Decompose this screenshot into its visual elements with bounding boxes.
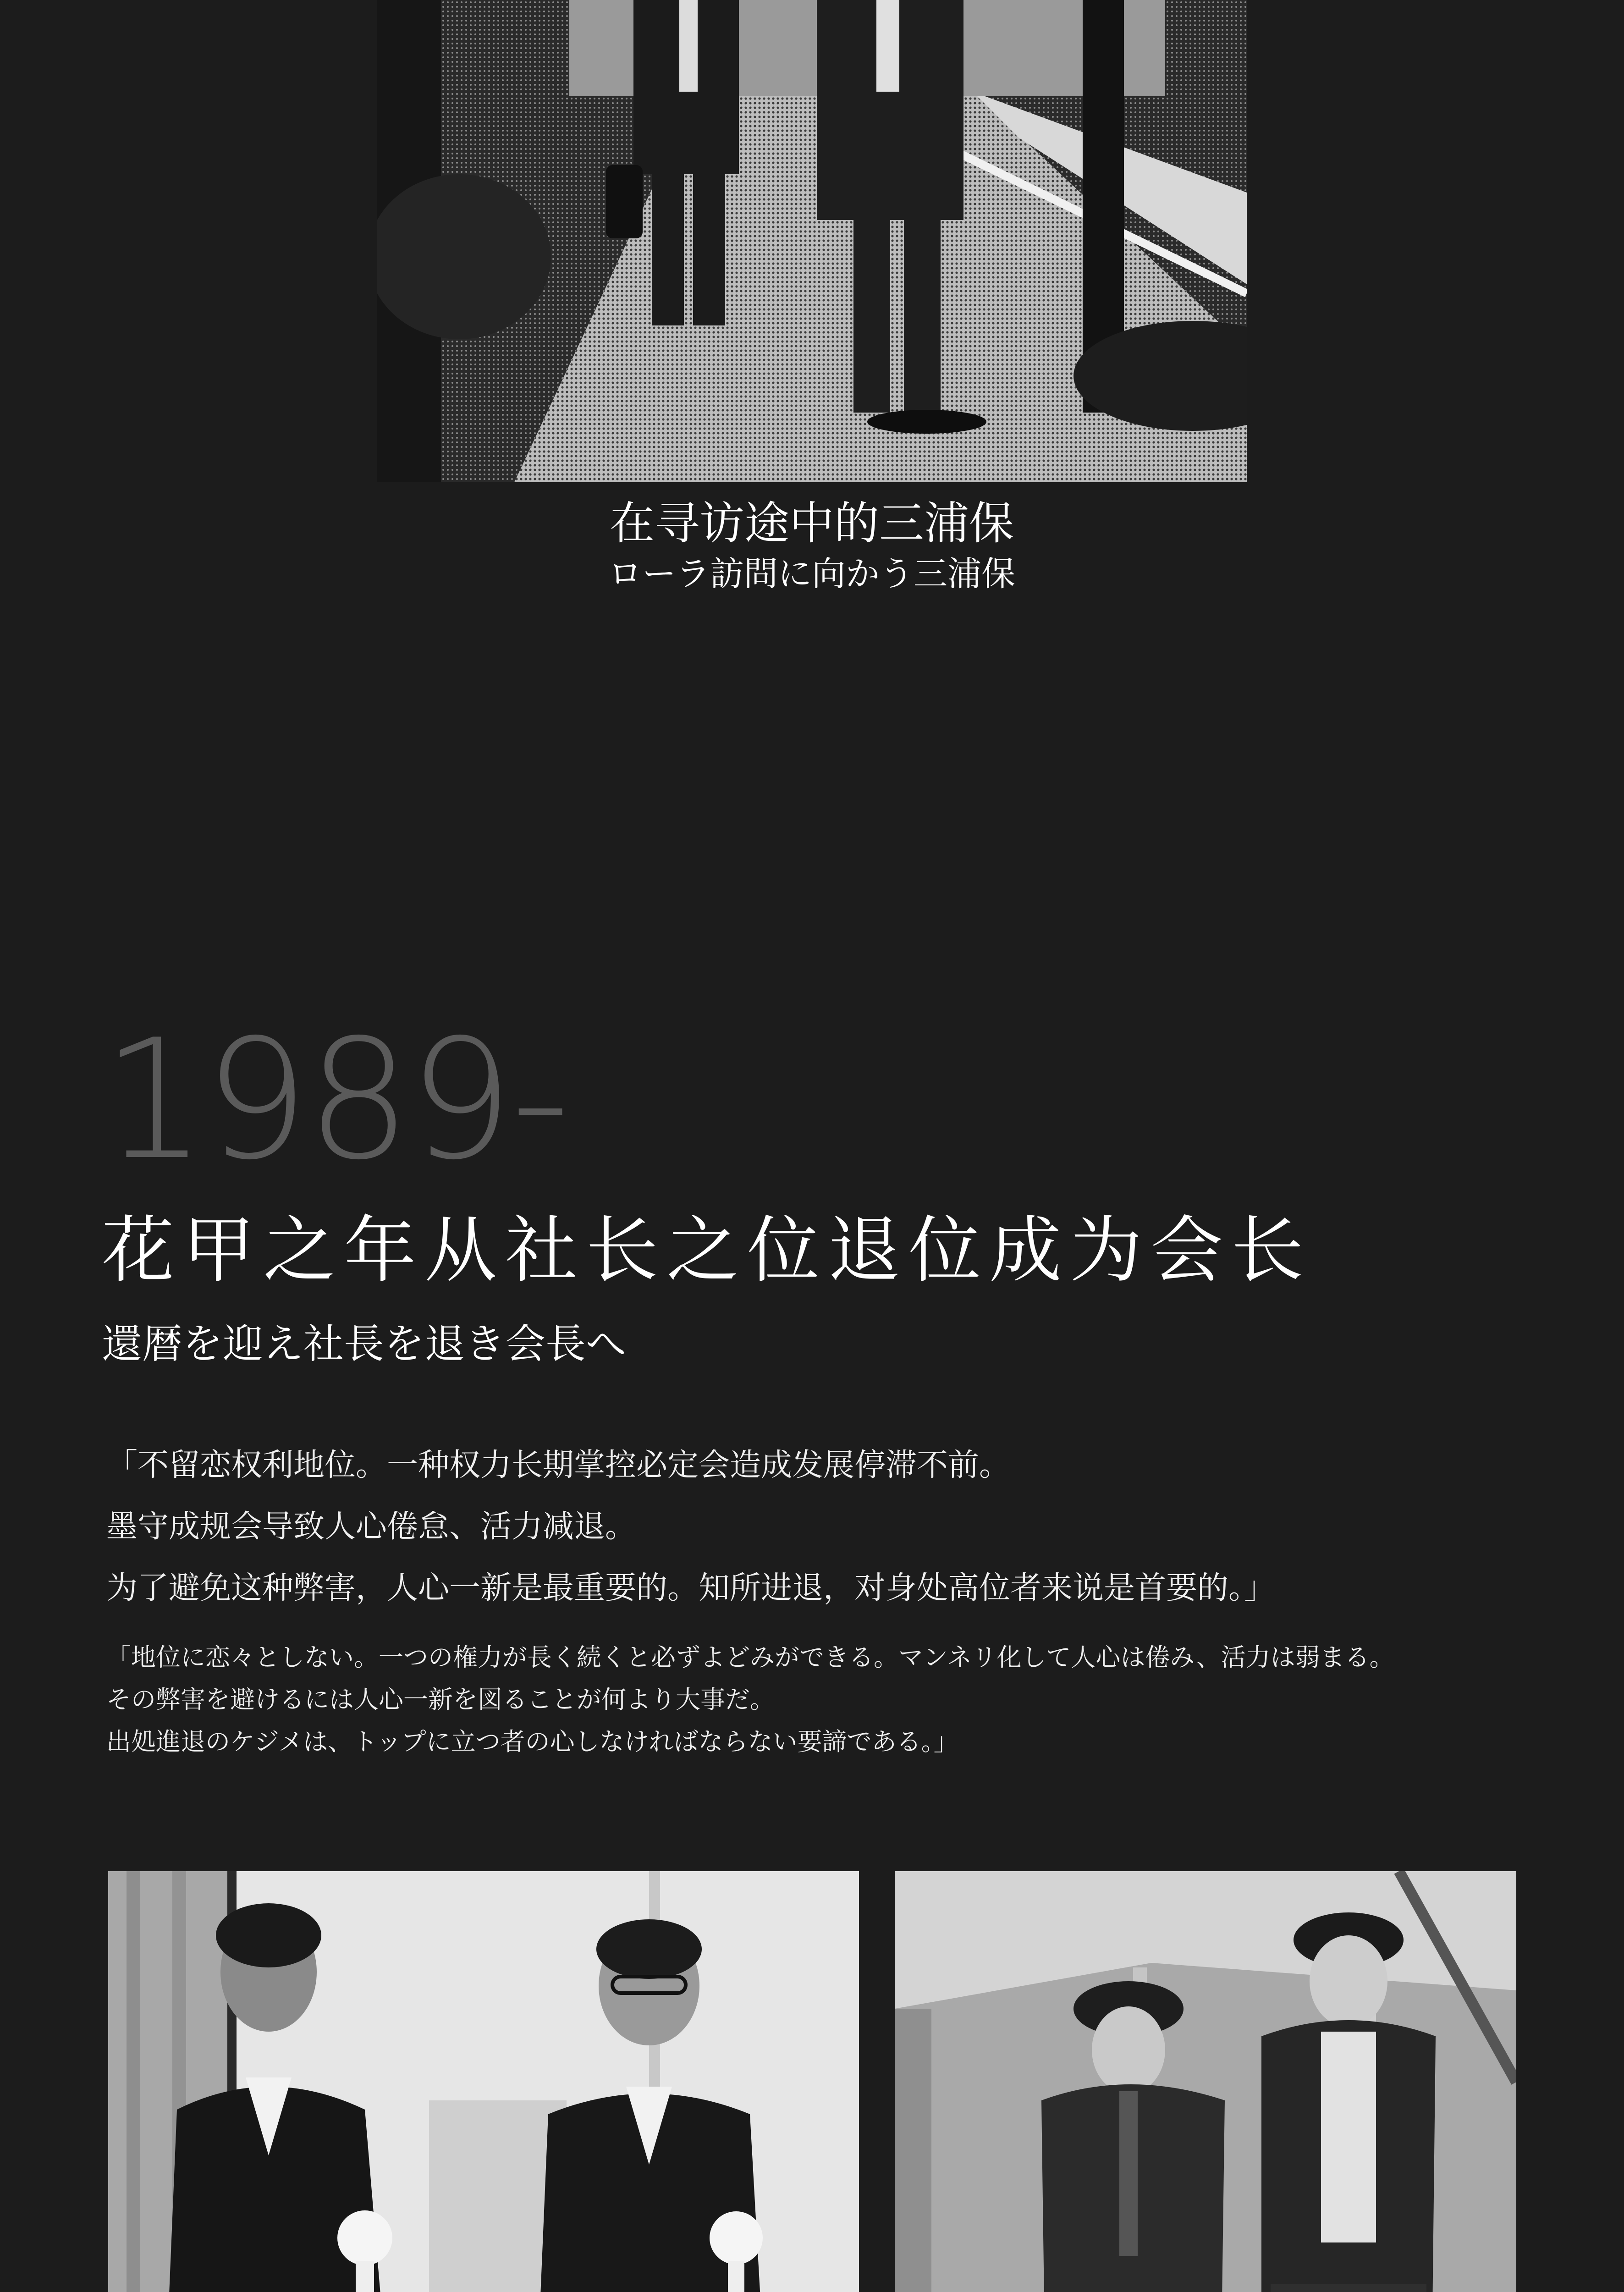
birthday-photo-image bbox=[895, 1871, 1516, 2292]
walking-photo bbox=[377, 0, 1247, 482]
quote-zh-line: 为了避免这种弊害，人心一新是最重要的。知所进退，对身处高位者来说是首要的。」 bbox=[106, 1570, 1276, 1606]
quote-ja-line: 「地位に恋々としない。一つの権力が長く続くと必ずよどみができる。マンネリ化して人心は倦み、活力は弱まる。 bbox=[106, 1643, 1394, 1672]
inauguration-photo bbox=[108, 1871, 859, 2292]
quote-ja bbox=[106, 1636, 1394, 1763]
section-heading-ja: 還暦を迎え社長を退き会長へ bbox=[102, 1320, 627, 1367]
walking-photo-caption-zh: 在寻访途中的三浦保 bbox=[609, 497, 1014, 550]
quote-zh-line: 「不留恋权利地位。一种权力长期掌控必定会造成发展停滞不前。 bbox=[106, 1447, 1011, 1483]
quote-ja-line: その弊害を避けるには人心一新を図ることが何より大事だ。 bbox=[106, 1685, 775, 1714]
walking-photo-caption-ja: ローラ訪問に向かう三浦保 bbox=[608, 554, 1015, 594]
quote-ja-line: 出処進退のケジメは、トップに立つ者の心しなければならない要諦である。」 bbox=[106, 1727, 958, 1756]
section-heading-zh: 花甲之年从社长之位退位成为会长 bbox=[102, 1208, 1312, 1293]
section-year: 1989- bbox=[102, 1004, 568, 1196]
inauguration-photo-image bbox=[108, 1871, 859, 2292]
walking-photo-image bbox=[377, 0, 1247, 482]
quote-zh bbox=[106, 1435, 1275, 1619]
quote-zh-line: 墨守成规会导致人心倦怠、活力减退。 bbox=[106, 1509, 637, 1545]
birthday-photo bbox=[895, 1871, 1516, 2292]
walking-photo-caption bbox=[377, 496, 1247, 597]
